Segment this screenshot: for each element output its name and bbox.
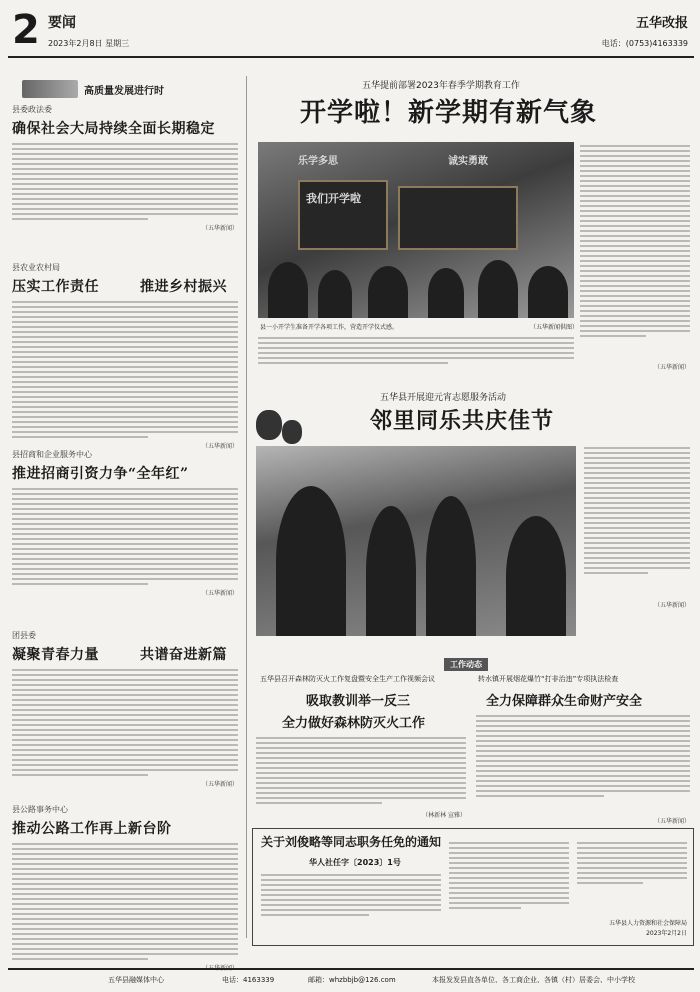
article-dept: 团县委	[12, 631, 36, 640]
photo-caption: 县一小开学生准备开学各项工作，营造开学仪式感。	[260, 324, 399, 331]
notice-body-middle	[449, 839, 569, 912]
article-signature: （五华新闻）	[201, 443, 238, 450]
appointment-notice	[252, 828, 694, 946]
article-title[interactable]	[12, 644, 227, 664]
photo-credit: （五华新闻供图）	[530, 324, 579, 331]
story2-photo	[256, 446, 576, 636]
page-footer	[8, 968, 694, 986]
article-title-part-a: 凝聚青春力量	[12, 647, 99, 663]
article-body	[12, 488, 238, 585]
story1-signature: （五华新闻）	[653, 364, 690, 371]
work-a-title-line1[interactable]: 吸取教训举一反三	[306, 694, 411, 709]
page-number: 2	[12, 7, 40, 53]
work-b-signature: （五华新闻）	[653, 818, 690, 825]
photo-slogan: 诚实勇敢	[448, 156, 488, 167]
article-signature: （五华新闻）	[201, 965, 238, 972]
article-title-part-b: 共谱奋进新篇	[140, 647, 227, 663]
article-signature: （五华新闻）	[201, 225, 238, 232]
article-stability	[12, 100, 238, 232]
article-signature: （五华新闻）	[201, 781, 238, 788]
story1-kicker: 五华提前部署2023年春季学期教育工作	[362, 81, 520, 91]
notice-date: 2023年2月2日	[646, 930, 687, 937]
photo-slogan: 乐学多思	[298, 156, 338, 167]
section-name: 要闻	[48, 15, 76, 31]
article-investment	[12, 445, 238, 597]
article-body	[12, 301, 238, 438]
story2-kicker: 五华县开展迎元宵志愿服务活动	[380, 393, 507, 403]
notice-body-left	[261, 871, 441, 919]
board-text: 我们开学啦	[306, 192, 361, 205]
article-body	[12, 843, 238, 960]
footer-publisher: 五华县融媒体中心	[108, 976, 164, 984]
article-youth	[12, 626, 238, 788]
column-banner	[22, 80, 252, 98]
story2-body	[584, 444, 690, 577]
banner-text: 高质量发展进行时	[84, 86, 164, 97]
issue-date: 2023年2月8日 星期三	[48, 39, 130, 48]
work-a-kicker: 五华县召开森林防灭火工作复盘暨安全生产工作视频会议	[260, 675, 435, 683]
article-dept: 县招商和企业服务中心	[12, 450, 92, 459]
work-a-title-line2[interactable]: 全力做好森林防灭火工作	[282, 716, 426, 731]
notice-number: 华人社任字〔2023〕1号	[309, 858, 401, 867]
story1-photo	[258, 142, 574, 318]
footer-email: 邮箱：whzbbjb@126.com	[308, 976, 396, 984]
work-news-tag: 工作动态	[444, 658, 488, 671]
notice-title[interactable]: 关于刘俊略等同志职务任免的通知	[261, 835, 442, 849]
story1-body-right	[580, 142, 690, 340]
blackboard	[398, 186, 518, 250]
work-b-kicker: 转水镇开展烟花爆竹“打非治违”专项执法检查	[478, 675, 619, 683]
story2-title[interactable]: 邻里同乐共庆佳节	[370, 408, 555, 434]
article-highway	[12, 800, 238, 972]
work-a-body	[256, 734, 466, 807]
story2-signature: （五华新闻）	[653, 602, 690, 609]
masthead	[8, 6, 694, 58]
story1-title[interactable]: 开学啦！新学期有新气象	[300, 98, 598, 128]
article-title[interactable]	[12, 276, 227, 296]
footer-phone: 电话：4163339	[222, 976, 275, 984]
work-b-body	[476, 712, 690, 800]
article-dept: 县农业农村局	[12, 263, 60, 272]
lantern-icon	[256, 410, 282, 440]
article-signature: （五华新闻）	[201, 590, 238, 597]
article-title-part-b: 推进乡村振兴	[140, 279, 227, 295]
article-title[interactable]: 推动公路工作再上新台阶	[12, 821, 172, 837]
newsroom-phone: 电话：(0753)4163339	[601, 39, 688, 48]
footer-distribution: 本报发发县直各单位、各工商企业、各镇（村）居委会、中小学校	[432, 976, 635, 984]
article-title-part-a: 压实工作责任	[12, 279, 99, 295]
paper-name: 五华改报	[635, 16, 688, 31]
column-divider	[246, 76, 247, 938]
article-title[interactable]: 确保社会大局持续全面长期稳定	[12, 121, 215, 137]
story1-body-bottom	[258, 334, 574, 367]
banner-ribbon-icon	[22, 80, 78, 98]
article-title[interactable]: 推进招商引资力争“全年红”	[12, 466, 189, 482]
notice-issuer: 五华县人力资源和社会保障局	[608, 920, 687, 927]
notice-body-right	[577, 839, 687, 887]
article-body	[12, 143, 238, 220]
article-dept: 县委政法委	[12, 105, 52, 114]
lantern-icon	[282, 420, 302, 444]
article-rural	[12, 258, 238, 450]
article-dept: 县公路事务中心	[12, 805, 68, 814]
article-body	[12, 669, 238, 776]
work-a-signature: （林新林 宣雅）	[422, 812, 466, 819]
work-b-title[interactable]: 全力保障群众生命财产安全	[486, 694, 643, 709]
